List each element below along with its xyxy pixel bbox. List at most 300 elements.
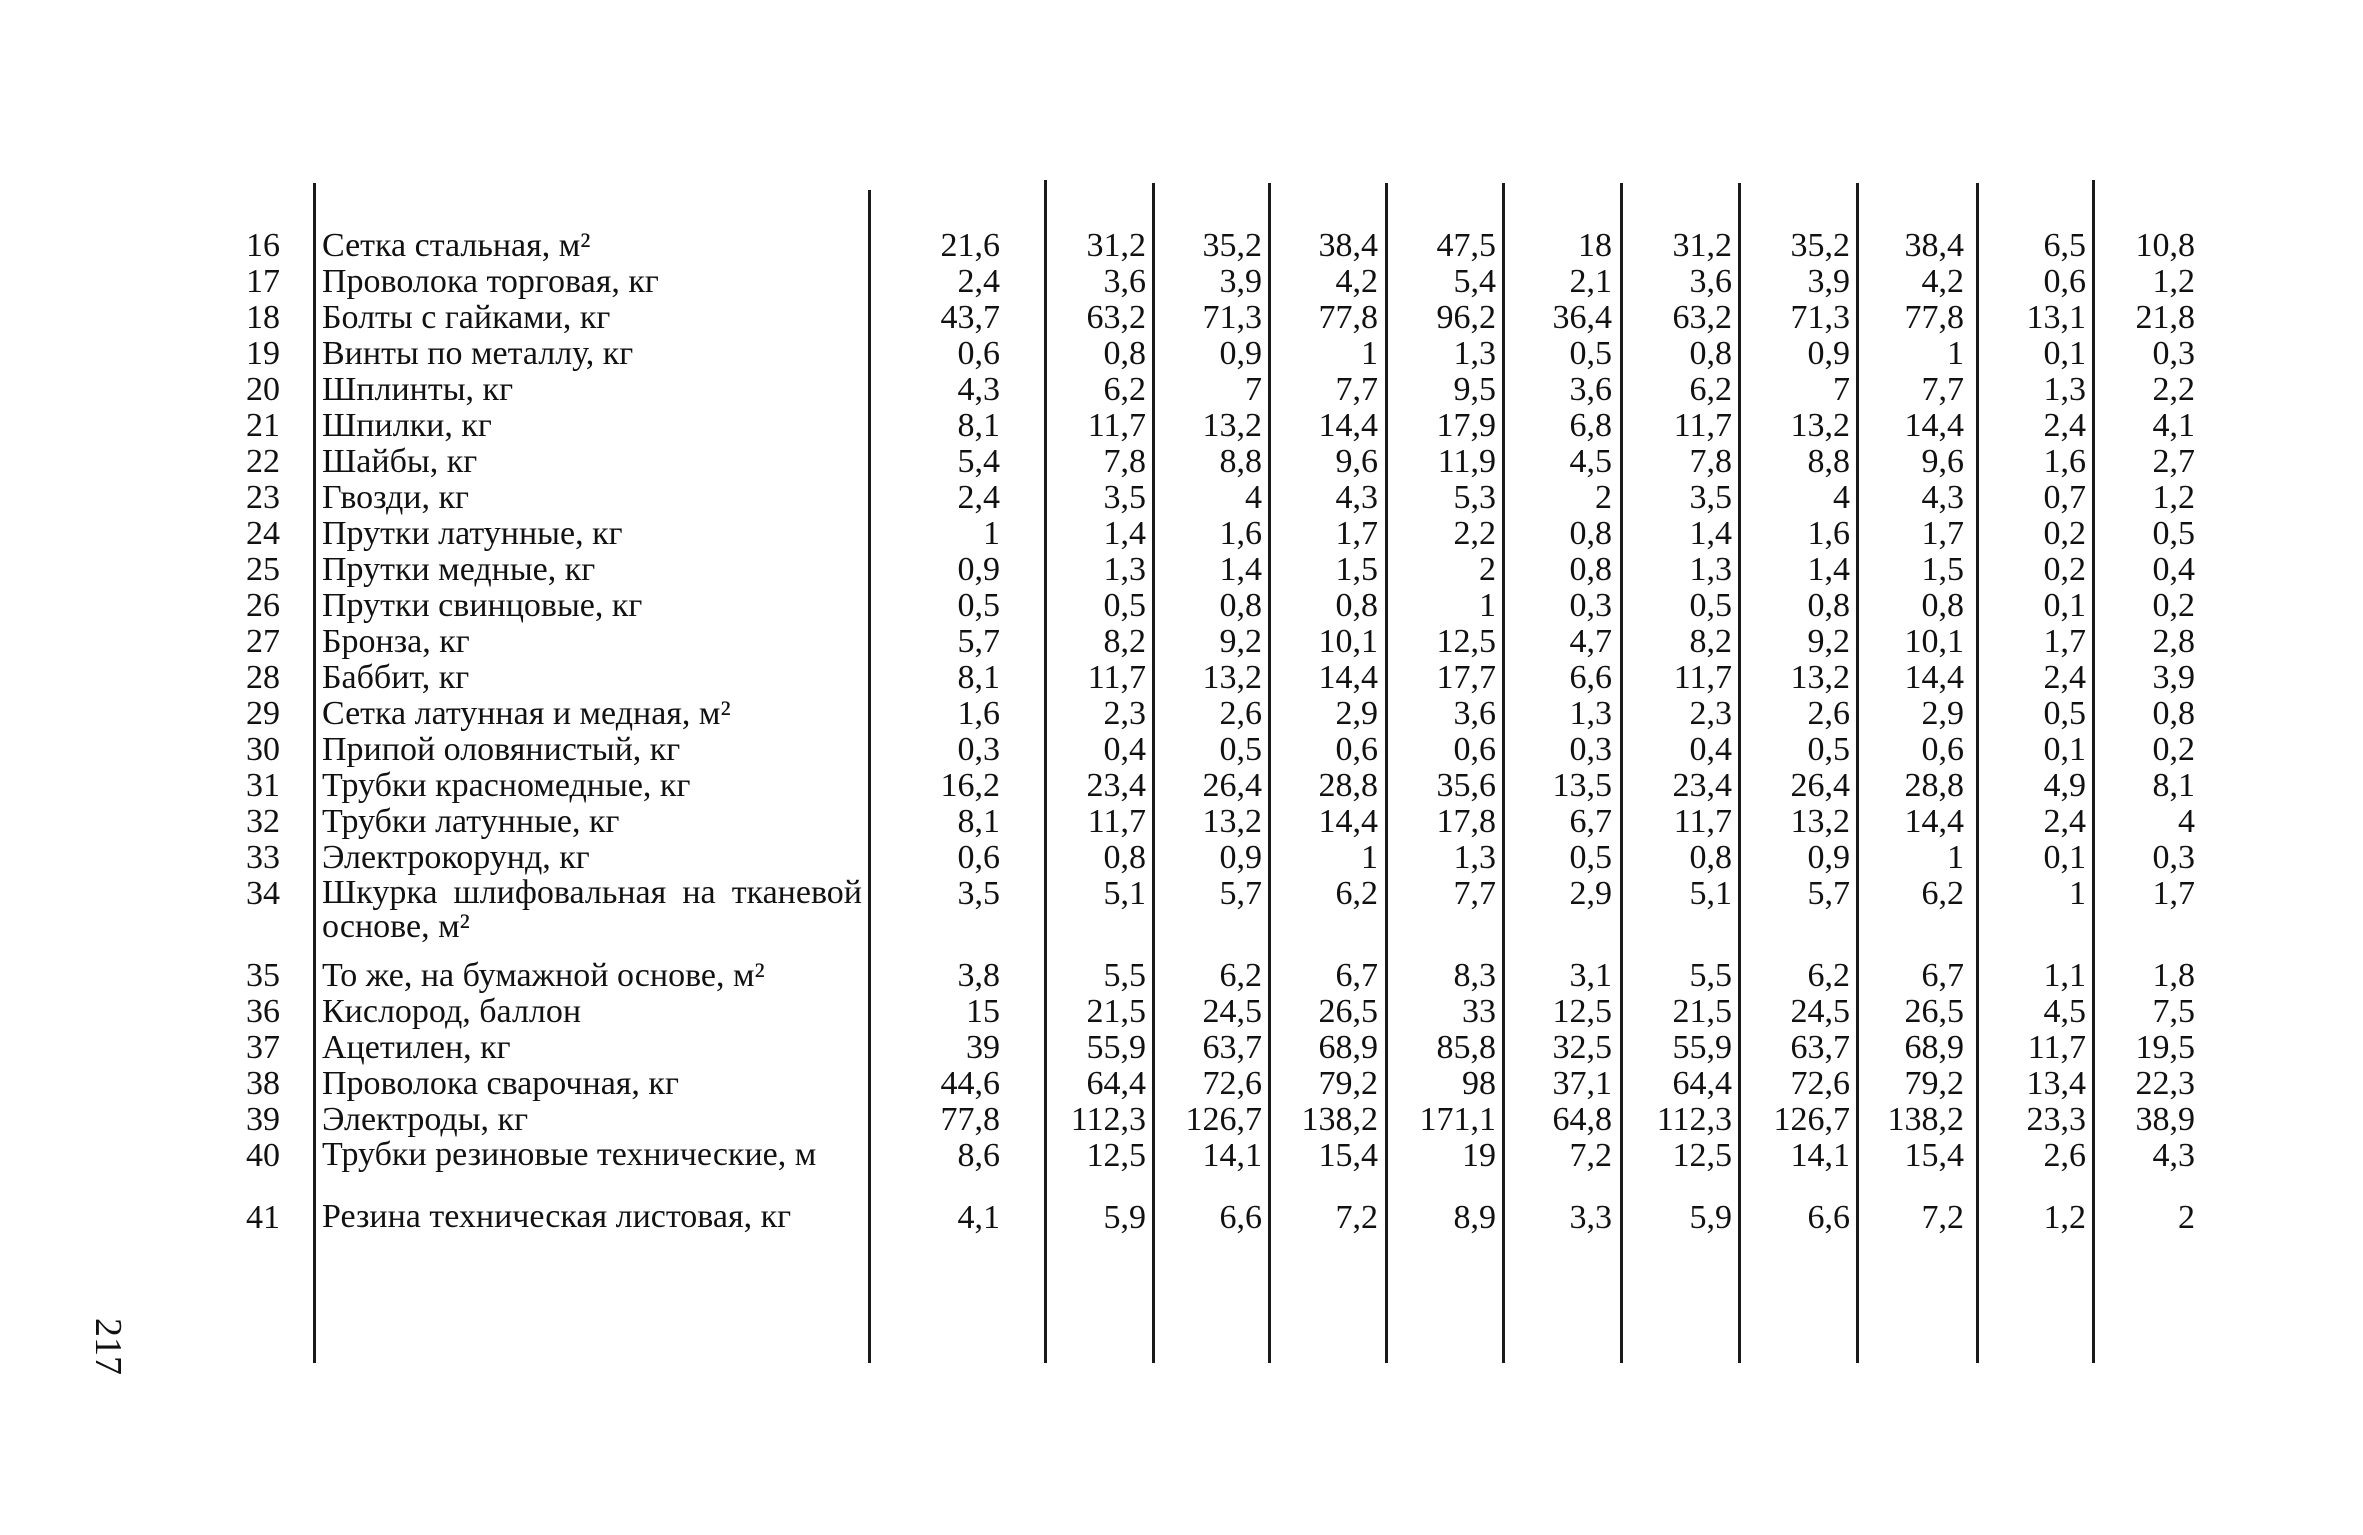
value-cell: 0,8 <box>1103 335 1146 372</box>
value-cell: 4 <box>1833 479 1850 516</box>
value-cell: 0,3 <box>1569 731 1612 768</box>
value-cell: 0,5 <box>1569 335 1612 372</box>
value-cell: 0,5 <box>957 587 1000 624</box>
value-cell: 63,7 <box>1202 1029 1262 1066</box>
row-number: 32 <box>246 803 280 840</box>
value-cell: 0,6 <box>957 335 1000 372</box>
table-rule-2 <box>868 190 871 1363</box>
row-number: 26 <box>246 587 280 624</box>
row-number: 20 <box>246 371 280 408</box>
value-cell: 38,4 <box>1318 227 1378 264</box>
value-cell: 1,7 <box>2152 875 2195 912</box>
value-cell: 24,5 <box>1202 993 1262 1030</box>
value-cell: 0,3 <box>957 731 1000 768</box>
row-number: 18 <box>246 299 280 336</box>
value-cell: 4,7 <box>1569 623 1612 660</box>
value-cell: 0,3 <box>1569 587 1612 624</box>
value-cell: 98 <box>1462 1065 1496 1102</box>
value-cell: 6,8 <box>1569 407 1612 444</box>
value-cell: 1,8 <box>2152 957 2195 994</box>
material-name: Шайбы, кг <box>322 443 478 480</box>
material-name: Сетка стальная, м² <box>322 227 591 264</box>
row-number: 36 <box>246 993 280 1030</box>
row-number: 31 <box>246 767 280 804</box>
material-name: Шплинты, кг <box>322 371 514 408</box>
value-cell: 72,6 <box>1790 1065 1850 1102</box>
value-cell: 1 <box>2069 875 2086 912</box>
value-cell: 10,1 <box>1904 623 1964 660</box>
value-cell: 0,1 <box>2043 731 2086 768</box>
value-cell: 1,6 <box>957 695 1000 732</box>
value-cell: 64,4 <box>1672 1065 1732 1102</box>
value-cell: 16,2 <box>940 767 1000 804</box>
value-cell: 1 <box>1479 587 1496 624</box>
value-cell: 0,5 <box>1219 731 1262 768</box>
value-cell: 5,9 <box>1689 1199 1732 1236</box>
value-cell: 9,2 <box>1219 623 1262 660</box>
value-cell: 1,3 <box>1689 551 1732 588</box>
value-cell: 2,4 <box>2043 803 2086 840</box>
value-cell: 5,5 <box>1689 957 1732 994</box>
value-cell: 96,2 <box>1436 299 1496 336</box>
value-cell: 35,2 <box>1202 227 1262 264</box>
value-cell: 12,5 <box>1672 1137 1732 1174</box>
value-cell: 64,4 <box>1086 1065 1146 1102</box>
material-name: Электроды, кг <box>322 1101 529 1138</box>
table-rule-11 <box>1976 183 1979 1363</box>
value-cell: 11,7 <box>1673 803 1732 840</box>
value-cell: 0,8 <box>2152 695 2195 732</box>
value-cell: 3,3 <box>1569 1199 1612 1236</box>
material-name: Электрокорунд, кг <box>322 839 590 876</box>
value-cell: 1,6 <box>2043 443 2086 480</box>
row-number: 24 <box>246 515 280 552</box>
value-cell: 39 <box>966 1029 1000 1066</box>
value-cell: 0,3 <box>2152 839 2195 876</box>
value-cell: 0,8 <box>1569 515 1612 552</box>
value-cell: 77,8 <box>1318 299 1378 336</box>
value-cell: 138,2 <box>1301 1101 1378 1138</box>
value-cell: 1 <box>1361 335 1378 372</box>
value-cell: 3,8 <box>957 957 1000 994</box>
value-cell: 26,4 <box>1202 767 1262 804</box>
row-number: 40 <box>246 1137 280 1174</box>
value-cell: 1,2 <box>2043 1199 2086 1236</box>
material-name: Винты по металлу, кг <box>322 335 634 372</box>
value-cell: 79,2 <box>1318 1065 1378 1102</box>
value-cell: 0,8 <box>1569 551 1612 588</box>
value-cell: 33 <box>1462 993 1496 1030</box>
value-cell: 3,6 <box>1103 263 1146 300</box>
value-cell: 0,6 <box>2043 263 2086 300</box>
value-cell: 0,7 <box>2043 479 2086 516</box>
value-cell: 1,7 <box>1335 515 1378 552</box>
value-cell: 1,7 <box>2043 623 2086 660</box>
row-number: 34 <box>246 875 280 912</box>
value-cell: 112,3 <box>1656 1101 1732 1138</box>
value-cell: 63,2 <box>1086 299 1146 336</box>
value-cell: 8,8 <box>1807 443 1850 480</box>
value-cell: 68,9 <box>1318 1029 1378 1066</box>
value-cell: 36,4 <box>1552 299 1612 336</box>
value-cell: 2,7 <box>2152 443 2195 480</box>
value-cell: 2 <box>1479 551 1496 588</box>
value-cell: 26,5 <box>1904 993 1964 1030</box>
value-cell: 0,3 <box>2152 335 2195 372</box>
value-cell: 8,1 <box>957 803 1000 840</box>
value-cell: 2,4 <box>2043 407 2086 444</box>
value-cell: 8,2 <box>1689 623 1732 660</box>
value-cell: 0,4 <box>2152 551 2195 588</box>
value-cell: 0,5 <box>1569 839 1612 876</box>
value-cell: 0,2 <box>2043 515 2086 552</box>
material-name: Резина техническая листовая, кг <box>322 1198 792 1235</box>
value-cell: 79,2 <box>1904 1065 1964 1102</box>
value-cell: 6,2 <box>1689 371 1732 408</box>
value-cell: 1,1 <box>2043 957 2086 994</box>
material-name: Шкурка шлифовальная на тканевой основе, м² <box>322 874 862 945</box>
value-cell: 5,1 <box>1103 875 1146 912</box>
value-cell: 7,8 <box>1103 443 1146 480</box>
value-cell: 3,5 <box>1689 479 1732 516</box>
value-cell: 4,2 <box>1921 263 1964 300</box>
value-cell: 63,7 <box>1790 1029 1850 1066</box>
value-cell: 6,7 <box>1921 957 1964 994</box>
value-cell: 2,9 <box>1569 875 1612 912</box>
value-cell: 4,3 <box>1921 479 1964 516</box>
row-number: 19 <box>246 335 280 372</box>
value-cell: 1,2 <box>2152 479 2195 516</box>
value-cell: 31,2 <box>1086 227 1146 264</box>
row-number: 38 <box>246 1065 280 1102</box>
value-cell: 19,5 <box>2135 1029 2195 1066</box>
value-cell: 21,8 <box>2135 299 2195 336</box>
value-cell: 126,7 <box>1185 1101 1262 1138</box>
value-cell: 3,6 <box>1569 371 1612 408</box>
value-cell: 63,2 <box>1672 299 1732 336</box>
material-name: Болты с гайками, кг <box>322 299 611 336</box>
material-name: То же, на бумажной основе, м² <box>322 957 765 994</box>
value-cell: 6,2 <box>1103 371 1146 408</box>
value-cell: 7,2 <box>1921 1199 1964 1236</box>
value-cell: 2,6 <box>1807 695 1850 732</box>
value-cell: 4 <box>2178 803 2195 840</box>
value-cell: 14,1 <box>1790 1137 1850 1174</box>
value-cell: 28,8 <box>1318 767 1378 804</box>
value-cell: 5,1 <box>1689 875 1732 912</box>
value-cell: 21,6 <box>940 227 1000 264</box>
value-cell: 1,4 <box>1103 515 1146 552</box>
value-cell: 15 <box>966 993 1000 1030</box>
value-cell: 10,8 <box>2135 227 2195 264</box>
value-cell: 6,6 <box>1569 659 1612 696</box>
value-cell: 13,2 <box>1790 659 1850 696</box>
value-cell: 12,5 <box>1086 1137 1146 1174</box>
value-cell: 1,4 <box>1807 551 1850 588</box>
value-cell: 0,9 <box>1219 335 1262 372</box>
value-cell: 4,3 <box>2152 1137 2195 1174</box>
value-cell: 47,5 <box>1436 227 1496 264</box>
value-cell: 14,4 <box>1904 803 1964 840</box>
value-cell: 1 <box>1947 839 1964 876</box>
value-cell: 1,5 <box>1335 551 1378 588</box>
value-cell: 7,5 <box>2152 993 2195 1030</box>
value-cell: 13,2 <box>1790 407 1850 444</box>
value-cell: 2,4 <box>957 263 1000 300</box>
value-cell: 6,5 <box>2043 227 2086 264</box>
value-cell: 2,6 <box>1219 695 1262 732</box>
value-cell: 9,2 <box>1807 623 1850 660</box>
value-cell: 7,7 <box>1453 875 1496 912</box>
value-cell: 43,7 <box>940 299 1000 336</box>
value-cell: 0,8 <box>1689 335 1732 372</box>
value-cell: 2,1 <box>1569 263 1612 300</box>
value-cell: 11,7 <box>2027 1029 2086 1066</box>
value-cell: 0,5 <box>1807 731 1850 768</box>
value-cell: 4,3 <box>1335 479 1378 516</box>
value-cell: 0,8 <box>1219 587 1262 624</box>
value-cell: 9,5 <box>1453 371 1496 408</box>
value-cell: 1,5 <box>1921 551 1964 588</box>
table-rule-12 <box>2092 180 2095 1363</box>
value-cell: 11,7 <box>1087 803 1146 840</box>
value-cell: 14,4 <box>1318 803 1378 840</box>
value-cell: 2,3 <box>1103 695 1146 732</box>
material-name: Прутки медные, кг <box>322 551 596 588</box>
value-cell: 126,7 <box>1773 1101 1850 1138</box>
value-cell: 7 <box>1245 371 1262 408</box>
value-cell: 1 <box>1361 839 1378 876</box>
row-number: 37 <box>246 1029 280 1066</box>
table-rule-8 <box>1620 183 1623 1363</box>
value-cell: 0,5 <box>1103 587 1146 624</box>
value-cell: 14,4 <box>1904 407 1964 444</box>
value-cell: 72,6 <box>1202 1065 1262 1102</box>
material-name: Трубки резиновые технические, м <box>322 1136 817 1173</box>
value-cell: 9,6 <box>1921 443 1964 480</box>
material-name: Трубки красномедные, кг <box>322 767 691 804</box>
value-cell: 0,4 <box>1103 731 1146 768</box>
value-cell: 7,7 <box>1921 371 1964 408</box>
material-name: Бронза, кг <box>322 623 470 660</box>
value-cell: 0,2 <box>2043 551 2086 588</box>
value-cell: 55,9 <box>1672 1029 1732 1066</box>
material-name: Кислород, баллон <box>322 993 582 1030</box>
value-cell: 12,5 <box>1436 623 1496 660</box>
value-cell: 2,8 <box>2152 623 2195 660</box>
value-cell: 11,7 <box>1673 407 1732 444</box>
value-cell: 0,6 <box>957 839 1000 876</box>
table-rule-1 <box>313 183 316 1363</box>
value-cell: 8,6 <box>957 1137 1000 1174</box>
value-cell: 13,1 <box>2026 299 2086 336</box>
value-cell: 0,6 <box>1335 731 1378 768</box>
value-cell: 6,7 <box>1569 803 1612 840</box>
value-cell: 4,1 <box>2152 407 2195 444</box>
table-rule-5 <box>1268 183 1271 1363</box>
value-cell: 2,2 <box>2152 371 2195 408</box>
value-cell: 6,2 <box>1807 957 1850 994</box>
value-cell: 77,8 <box>940 1101 1000 1138</box>
value-cell: 1,2 <box>2152 263 2195 300</box>
value-cell: 0,8 <box>1689 839 1732 876</box>
value-cell: 12,5 <box>1552 993 1612 1030</box>
value-cell: 35,2 <box>1790 227 1850 264</box>
value-cell: 2,4 <box>2043 659 2086 696</box>
material-name: Баббит, кг <box>322 659 470 696</box>
value-cell: 8,1 <box>957 407 1000 444</box>
value-cell: 0,8 <box>1335 587 1378 624</box>
value-cell: 8,8 <box>1219 443 1262 480</box>
value-cell: 13,2 <box>1202 659 1262 696</box>
value-cell: 38,9 <box>2135 1101 2195 1138</box>
value-cell: 1,4 <box>1219 551 1262 588</box>
value-cell: 14,4 <box>1318 659 1378 696</box>
value-cell: 1,6 <box>1219 515 1262 552</box>
value-cell: 2 <box>1595 479 1612 516</box>
table-rule-9 <box>1738 183 1741 1363</box>
value-cell: 4,5 <box>1569 443 1612 480</box>
value-cell: 0,8 <box>1921 587 1964 624</box>
value-cell: 112,3 <box>1070 1101 1146 1138</box>
value-cell: 13,2 <box>1790 803 1850 840</box>
material-name: Прутки свинцовые, кг <box>322 587 643 624</box>
value-cell: 64,8 <box>1552 1101 1612 1138</box>
value-cell: 1,3 <box>1453 839 1496 876</box>
row-number: 22 <box>246 443 280 480</box>
material-name: Припой оловянистый, кг <box>322 731 681 768</box>
value-cell: 0,9 <box>957 551 1000 588</box>
value-cell: 0,5 <box>2043 695 2086 732</box>
value-cell: 2,9 <box>1335 695 1378 732</box>
value-cell: 6,6 <box>1807 1199 1850 1236</box>
value-cell: 13,2 <box>1202 803 1262 840</box>
row-number: 33 <box>246 839 280 876</box>
value-cell: 2,3 <box>1689 695 1732 732</box>
value-cell: 2,9 <box>1921 695 1964 732</box>
value-cell: 1,4 <box>1689 515 1732 552</box>
value-cell: 0,6 <box>1921 731 1964 768</box>
value-cell: 14,4 <box>1318 407 1378 444</box>
value-cell: 138,2 <box>1887 1101 1964 1138</box>
value-cell: 5,4 <box>957 443 1000 480</box>
value-cell: 5,7 <box>1219 875 1262 912</box>
value-cell: 0,9 <box>1219 839 1262 876</box>
value-cell: 0,5 <box>1689 587 1732 624</box>
value-cell: 6,2 <box>1219 957 1262 994</box>
value-cell: 5,4 <box>1453 263 1496 300</box>
value-cell: 0,4 <box>1689 731 1732 768</box>
value-cell: 3,1 <box>1569 957 1612 994</box>
value-cell: 4 <box>1245 479 1262 516</box>
table-rule-4 <box>1152 183 1155 1363</box>
value-cell: 2,4 <box>957 479 1000 516</box>
value-cell: 22,3 <box>2135 1065 2195 1102</box>
value-cell: 11,7 <box>1087 659 1146 696</box>
value-cell: 3,6 <box>1689 263 1732 300</box>
value-cell: 6,2 <box>1921 875 1964 912</box>
value-cell: 17,9 <box>1436 407 1496 444</box>
value-cell: 18 <box>1578 227 1612 264</box>
row-number: 25 <box>246 551 280 588</box>
value-cell: 4,9 <box>2043 767 2086 804</box>
value-cell: 1,3 <box>2043 371 2086 408</box>
value-cell: 8,3 <box>1453 957 1496 994</box>
value-cell: 11,7 <box>1673 659 1732 696</box>
value-cell: 1,7 <box>1921 515 1964 552</box>
value-cell: 3,5 <box>1103 479 1146 516</box>
value-cell: 19 <box>1462 1137 1496 1174</box>
value-cell: 0,2 <box>2152 587 2195 624</box>
value-cell: 11,9 <box>1437 443 1496 480</box>
value-cell: 26,5 <box>1318 993 1378 1030</box>
value-cell: 0,2 <box>2152 731 2195 768</box>
value-cell: 1 <box>983 515 1000 552</box>
value-cell: 6,7 <box>1335 957 1378 994</box>
value-cell: 4,2 <box>1335 263 1378 300</box>
material-name: Проволока сварочная, кг <box>322 1065 679 1102</box>
value-cell: 5,5 <box>1103 957 1146 994</box>
value-cell: 8,9 <box>1453 1199 1496 1236</box>
value-cell: 0,6 <box>1453 731 1496 768</box>
value-cell: 26,4 <box>1790 767 1850 804</box>
value-cell: 10,1 <box>1318 623 1378 660</box>
value-cell: 5,7 <box>1807 875 1850 912</box>
value-cell: 38,4 <box>1904 227 1964 264</box>
value-cell: 15,4 <box>1318 1137 1378 1174</box>
value-cell: 9,6 <box>1335 443 1378 480</box>
value-cell: 32,5 <box>1552 1029 1612 1066</box>
row-number: 21 <box>246 407 280 444</box>
value-cell: 71,3 <box>1790 299 1850 336</box>
value-cell: 21,5 <box>1672 993 1732 1030</box>
value-cell: 7 <box>1833 371 1850 408</box>
value-cell: 7,2 <box>1335 1199 1378 1236</box>
material-name: Проволока торговая, кг <box>322 263 659 300</box>
value-cell: 3,9 <box>1219 263 1262 300</box>
value-cell: 0,1 <box>2043 587 2086 624</box>
value-cell: 3,5 <box>957 875 1000 912</box>
value-cell: 5,3 <box>1453 479 1496 516</box>
material-name: Сетка латунная и медная, м² <box>322 695 731 732</box>
row-number: 39 <box>246 1101 280 1138</box>
value-cell: 28,8 <box>1904 767 1964 804</box>
table-rule-3 <box>1044 180 1047 1363</box>
value-cell: 1,6 <box>1807 515 1850 552</box>
value-cell: 23,3 <box>2026 1101 2086 1138</box>
value-cell: 13,2 <box>1202 407 1262 444</box>
value-cell: 0,5 <box>2152 515 2195 552</box>
value-cell: 8,1 <box>957 659 1000 696</box>
value-cell: 0,8 <box>1807 587 1850 624</box>
material-name: Трубки латунные, кг <box>322 803 620 840</box>
value-cell: 21,5 <box>1086 993 1146 1030</box>
value-cell: 6,6 <box>1219 1199 1262 1236</box>
value-cell: 35,6 <box>1436 767 1496 804</box>
value-cell: 15,4 <box>1904 1137 1964 1174</box>
table-rule-6 <box>1385 183 1388 1363</box>
material-name: Ацетилен, кг <box>322 1029 511 1066</box>
value-cell: 11,7 <box>1087 407 1146 444</box>
material-name: Гвозди, кг <box>322 479 469 516</box>
value-cell: 3,9 <box>1807 263 1850 300</box>
page-number: 217 <box>87 1318 129 1375</box>
row-number: 29 <box>246 695 280 732</box>
row-number: 41 <box>246 1199 280 1236</box>
value-cell: 4,5 <box>2043 993 2086 1030</box>
value-cell: 4,3 <box>957 371 1000 408</box>
row-number: 35 <box>246 957 280 994</box>
